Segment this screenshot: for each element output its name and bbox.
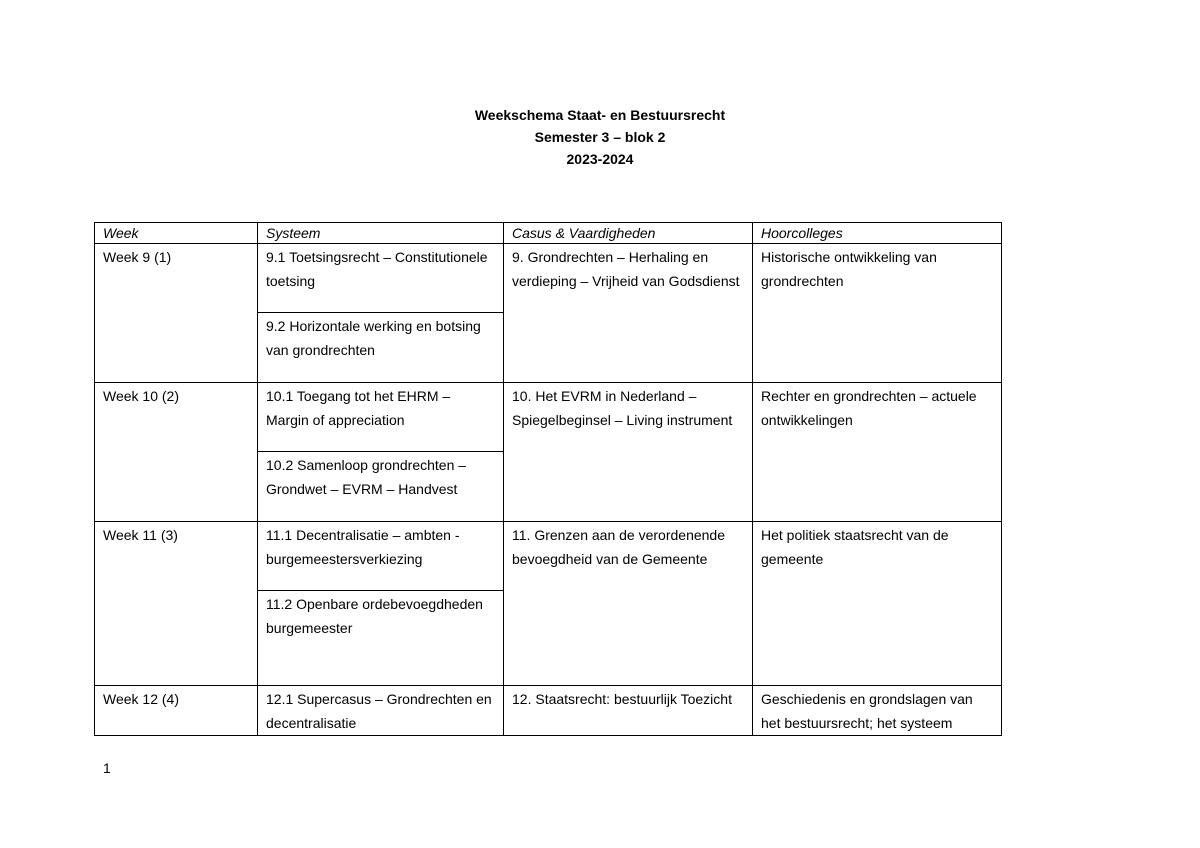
cell-week: Week 12 (4) [95, 686, 258, 736]
cell-hoorcollege: Rechter en grondrechten – actuele ontwikkelingen [753, 383, 1002, 522]
cell-hoorcollege: Historische ontwikkeling van grondrechten [753, 244, 1002, 383]
cell-week: Week 9 (1) [95, 244, 258, 383]
title-line-3: 2023-2024 [566, 151, 634, 167]
document-title [0, 104, 1200, 170]
cell-casus: 9. Grondrechten – Herhaling en verdieping – Vrijheid van Godsdienst [504, 244, 753, 383]
title-line-2: Semester 3 – blok 2 [534, 129, 666, 145]
cell-casus: 10. Het EVRM in Nederland – Spiegelbeginsel – Living instrument [504, 383, 753, 522]
cell-systeem-a: 10.1 Toegang tot het EHRM – Margin of appreciation [258, 383, 504, 452]
table-row [95, 686, 1002, 736]
cell-systeem-a: 12.1 Supercasus – Grondrechten en decentralisatie [258, 686, 504, 736]
page-number: 1 [103, 760, 111, 776]
header-hoorcolleges: Hoorcolleges [753, 223, 1002, 244]
cell-week: Week 10 (2) [95, 383, 258, 522]
cell-casus: 11. Grenzen aan de verordenende bevoegdheid van de Gemeente [504, 522, 753, 686]
cell-systeem-b: 10.2 Samenloop grondrechten – Grondwet – EVRM – Handvest [258, 452, 504, 522]
cell-hoorcollege: Het politiek staatsrecht van de gemeente [753, 522, 1002, 686]
header-casus: Casus & Vaardigheden [504, 223, 753, 244]
table-header-row [95, 223, 1002, 244]
cell-hoorcollege: Geschiedenis en grondslagen van het bestuursrecht; het systeem [753, 686, 1002, 736]
table-row [95, 383, 1002, 452]
cell-casus: 12. Staatsrecht: bestuurlijk Toezicht [504, 686, 753, 736]
cell-systeem-a: 11.1 Decentralisatie – ambten - burgemeestersverkiezing [258, 522, 504, 591]
cell-week: Week 11 (3) [95, 522, 258, 686]
table-row [95, 522, 1002, 591]
cell-systeem-a: 9.1 Toetsingsrecht – Constitutionele toetsing [258, 244, 504, 313]
header-week: Week [95, 223, 258, 244]
cell-systeem-b: 11.2 Openbare ordebevoegdheden burgemeester [258, 591, 504, 686]
header-systeem: Systeem [258, 223, 504, 244]
schedule-table [94, 222, 1002, 736]
table-row [95, 244, 1002, 313]
title-line-1: Weekschema Staat- en Bestuursrecht [474, 107, 726, 123]
cell-systeem-b: 9.2 Horizontale werking en botsing van grondrechten [258, 313, 504, 383]
